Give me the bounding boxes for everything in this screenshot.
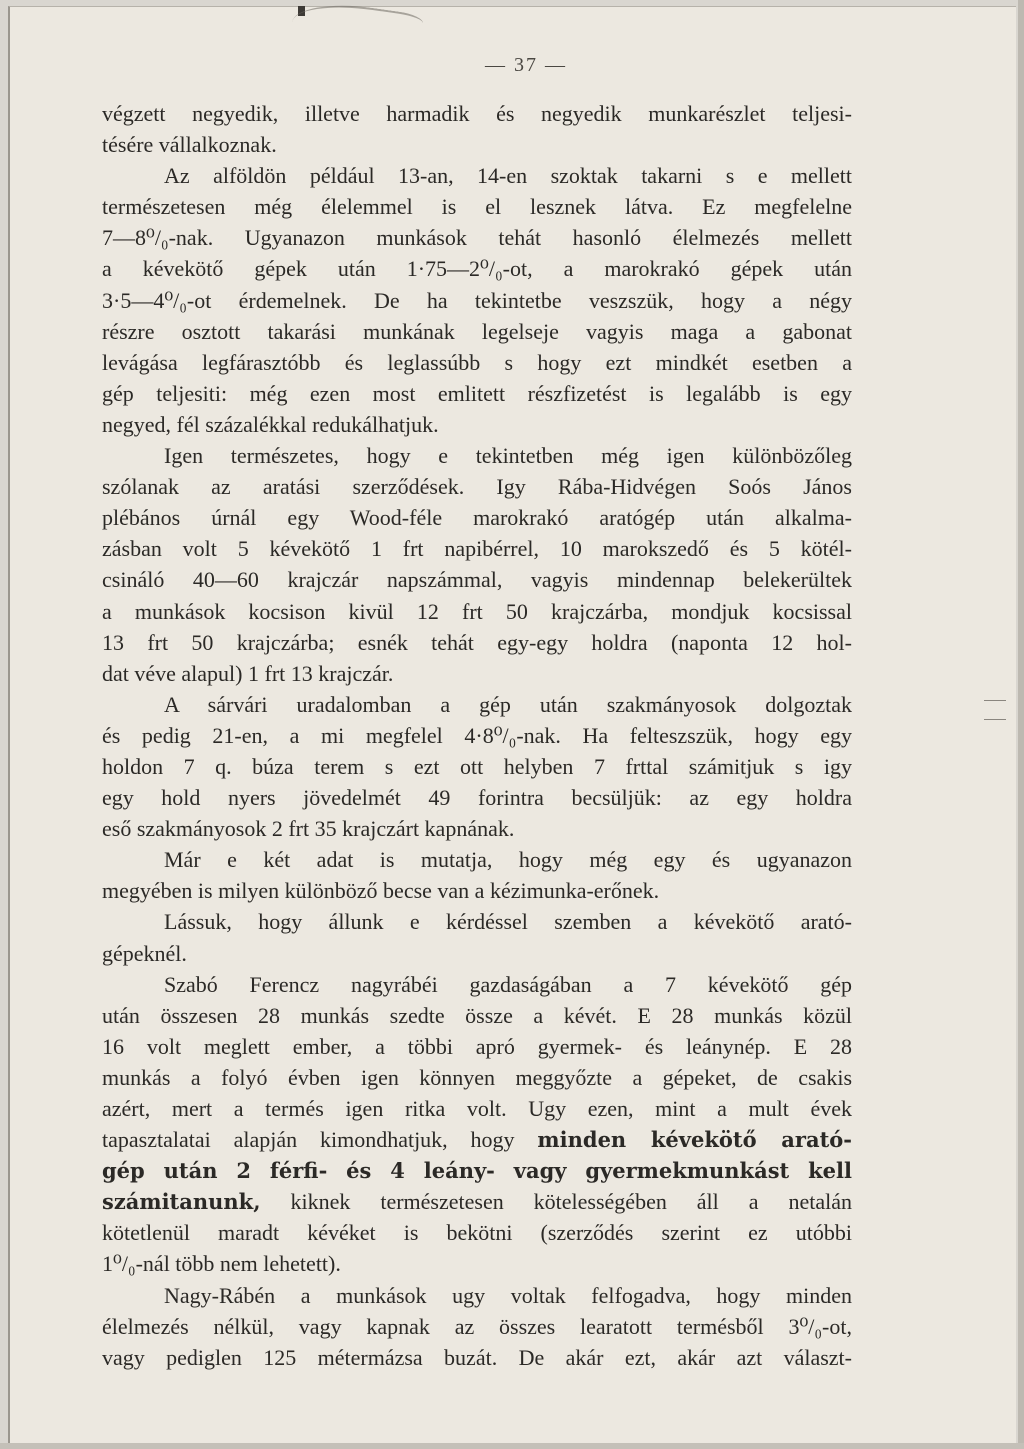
- margin-mark: [984, 700, 1006, 701]
- text-line-emphasis: [102, 1124, 852, 1155]
- text-line: 7—8⁰/₀-nak. Ugyanazon munkások tehát hasonló élelmezés mellett: [102, 225, 852, 251]
- text-line: tésére vállalkoznak.: [102, 132, 277, 158]
- text-line: után összesen 28 munkás szedte össze a kévét. E 28 munkás közül: [102, 1002, 852, 1028]
- text-line-emphasis: [102, 1186, 852, 1217]
- text-line: plébános úrnál egy Wood-féle marokrakó aratógép után alkalma-: [102, 505, 852, 531]
- text-line: A sárvári uradalomban a gép után szakmányosok dolgoztak: [164, 691, 852, 717]
- text-line: gépeknél.: [102, 940, 187, 966]
- text-line: zásban volt 5 kévekötő 1 frt napibérrel, 10 marokszedő és 5 kötél-: [102, 536, 852, 562]
- text-line: 16 volt meglett ember, a többi apró gyermek- és leánynép. E 28: [102, 1033, 852, 1059]
- text-line: a munkások kocsison kivül 12 frt 50 krajczárba, mondjuk kocsissal: [102, 598, 852, 624]
- text-line: eső szakmányosok 2 frt 35 krajczárt kapnának.: [102, 816, 515, 842]
- page-number: — 37 —: [485, 54, 567, 76]
- text-line: Lássuk, hogy állunk e kérdéssel szemben a kévekötő arató-: [164, 909, 852, 935]
- text-line: Szabó Ferencz nagyrábéi gazdaságában a 7 kévekötő gép: [164, 971, 852, 997]
- text-line: dat véve alapul) 1 frt 13 krajczár.: [102, 660, 394, 686]
- text-run: tapasztalatai alapján kimondhatjuk, hogy: [102, 1127, 538, 1153]
- text-line: gép teljesiti: még ezen most emlitett részfizetést is legalább is egy: [102, 380, 852, 406]
- text-line: Az alföldön például 13-an, 14-en szoktak takarni s e mellett: [164, 163, 852, 189]
- text-line: 1⁰/₀-nál több nem lehetett).: [102, 1251, 341, 1277]
- text-line: levágása legfárasztóbb és leglassúbb s hogy ezt mindkét esetben a: [102, 349, 852, 375]
- scan-edge-bottom: [0, 1443, 1024, 1449]
- text-line: 3·5—4⁰/₀-ot érdemelnek. De ha tekintetbe veszszük, hogy a négy: [102, 287, 852, 313]
- text-line: végzett negyedik, illetve harmadik és negyedik munkarészlet teljesi-: [102, 101, 852, 126]
- text-line: Nagy-Rábén a munkások ugy voltak felfogadva, hogy minden: [164, 1282, 852, 1308]
- body-text: [102, 98, 852, 1373]
- text-line: azért, mert a termés igen ritka volt. Ugy ezen, mint a mult évek: [102, 1096, 852, 1121]
- text-line: megyében is milyen különböző becse van a kézimunka-erőnek.: [102, 878, 660, 904]
- text-line: részre osztott takarási munkának legelseje vagyis maga a gabonat: [102, 318, 852, 344]
- text-line: holdon 7 q. búza terem s ezt ott helyben 7 frttal számitjuk s igy: [102, 753, 852, 779]
- text-line: élelmezés nélkül, vagy kapnak az összes learatott termésből 3⁰/₀-ot,: [102, 1313, 852, 1339]
- text-line: kötetlenül maradt kévéket is bekötni (szerződés szerint ez utóbbi: [102, 1220, 852, 1246]
- text-line: Igen természetes, hogy e tekintetben még igen különbözőleg: [164, 443, 852, 469]
- text-line: negyed, fél százalékkal redukálhatjuk.: [102, 411, 439, 437]
- bold-text-run: számitanunk,: [102, 1189, 261, 1215]
- text-line: vagy pediglen 125 métermázsa buzát. De akár ezt, akár azt választ-: [102, 1344, 852, 1370]
- text-line: csináló 40—60 krajczár napszámmal, vagyis mindennap belekerültek: [102, 567, 852, 593]
- text-line: egy hold nyers jövedelmét 49 forintra becsüljük: az egy holdra: [102, 785, 852, 811]
- bold-text-run: minden kévekötő arató-: [537, 1127, 852, 1153]
- text-line: munkás a folyó évben igen könnyen meggyőzte a gépeket, de csakis: [102, 1064, 852, 1090]
- text-line: Már e két adat is mutatja, hogy még egy és ugyanazon: [164, 847, 852, 873]
- text-line: és pedig 21-en, a mi megfelel 4·8⁰/₀-nak. Ha felteszszük, hogy egy: [102, 722, 852, 748]
- text-run: kiknek természetesen kötelességében áll a netalán: [260, 1189, 852, 1215]
- scan-edge-right: [1018, 0, 1024, 1449]
- bold-text-run: gép után 2 férfi- és 4 leány- vagy gyermekmunkást kell: [102, 1158, 852, 1184]
- text-line: a kévekötő gépek után 1·75—2⁰/₀-ot, a marokrakó gépek után: [102, 256, 852, 282]
- text-line: természetesen még élelemmel is el lesznek látva. Ez megfelelne: [102, 194, 852, 220]
- margin-mark: [984, 719, 1006, 720]
- text-line: szólanak az aratási szerződések. Igy Rába-Hidvégen Soós János: [102, 474, 852, 500]
- text-line-emphasis: [102, 1155, 852, 1186]
- text-line: 13 frt 50 krajczárba; esnék tehát egy-egy holdra (naponta 12 hol-: [102, 629, 852, 655]
